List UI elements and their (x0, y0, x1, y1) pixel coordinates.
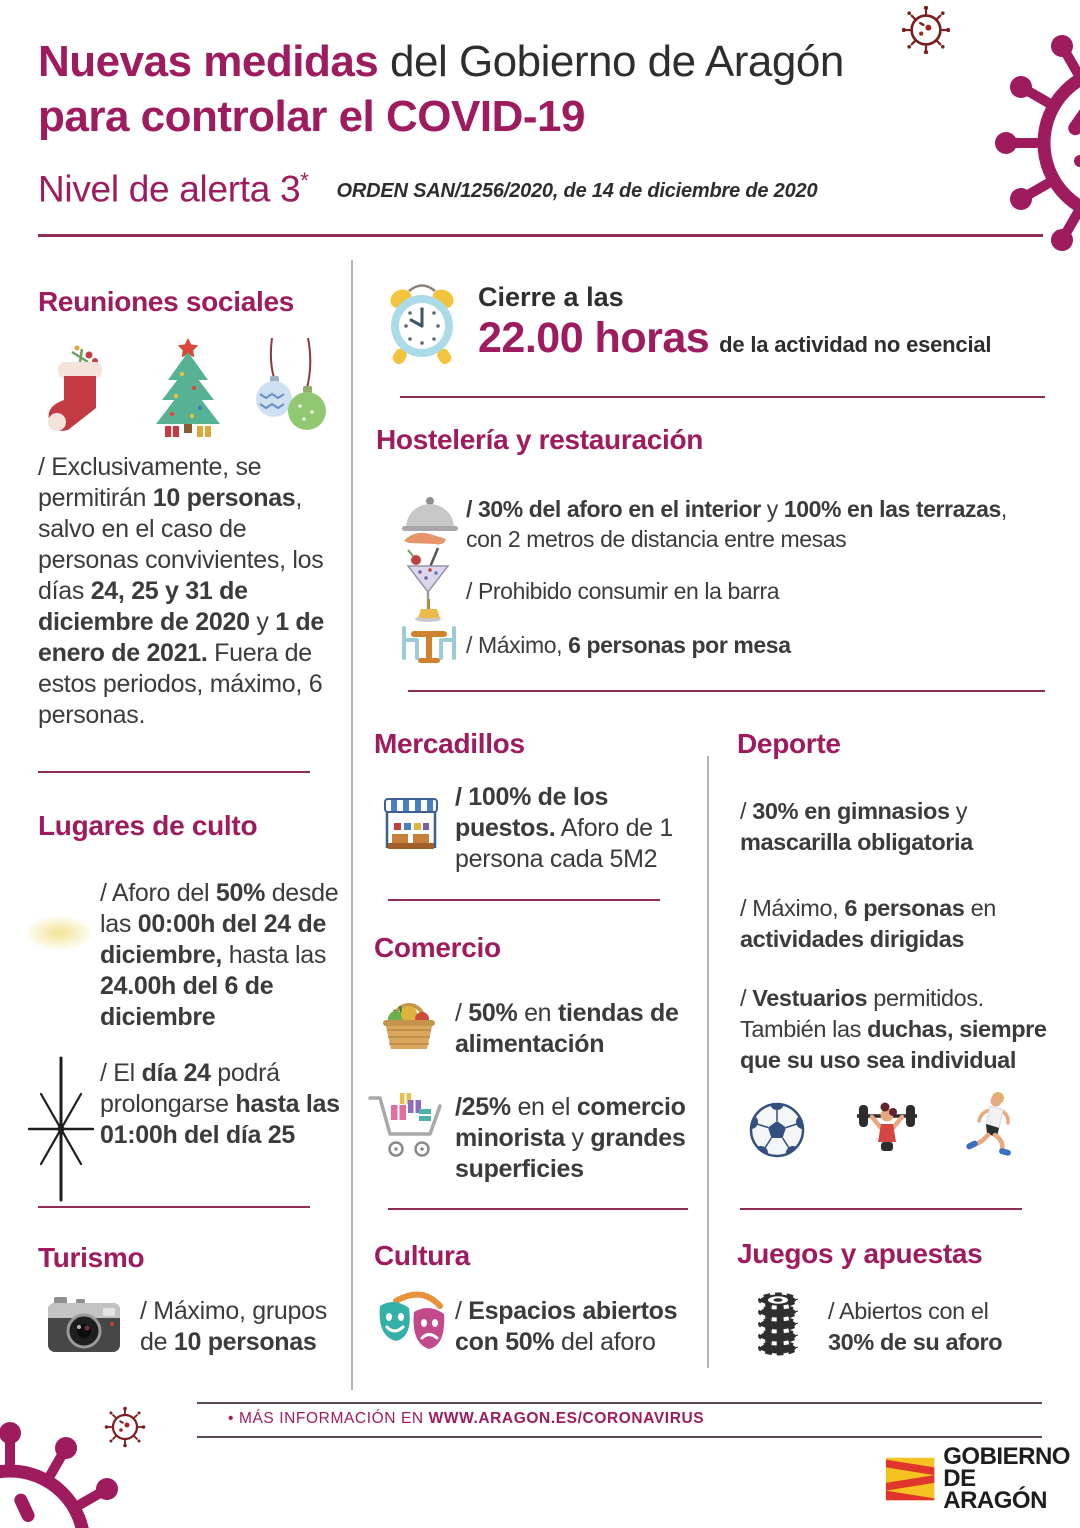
divider-above-turismo (38, 1206, 310, 1208)
comercio-food-text: / 50% en tiendas de alimentación (455, 999, 679, 1058)
weightlifting-icon (852, 1096, 922, 1162)
hosteleria-bar-text: / Prohibido consumir en la barra (466, 578, 780, 604)
section-title-juegos: Juegos y apuestas (737, 1238, 983, 1269)
christmas-stocking-icon (42, 342, 118, 438)
header-rule (38, 234, 1043, 237)
closure-time: 22.00 horas (478, 314, 710, 362)
christmas-ornaments-icon (244, 338, 330, 436)
section-title-turismo: Turismo (38, 1242, 145, 1273)
reuniones-rule-text: / Exclusivamente, se permitirán 10 personas, salvo en el caso de personas convivientes, los días 24, 25 y 31 de diciembre de 2020 y 1 de enero de 2021. Fuera de estos periodos, máximo, 6 personas. (38, 453, 325, 729)
section-title-culto: Lugares de culto (38, 810, 258, 841)
candle-glow-icon (26, 916, 92, 950)
divider-below-closure (400, 396, 1045, 398)
divider-below-mercadillos (388, 899, 660, 901)
serving-cloche-icon (398, 488, 462, 548)
divider-above-juegos (740, 1208, 1022, 1210)
page-title: Nuevas medidas del Gobierno de Aragón para controlar el COVID-19 (38, 37, 844, 141)
turismo-rule-text: / Máximo, grupos de 10 personas (140, 1297, 327, 1356)
logo-line-1: GOBIERNO (943, 1443, 1070, 1470)
logo-line-2: DE ARAGÓN (943, 1465, 1047, 1514)
culto-capacity-text: / Aforo del 50% desde las 00:00h del 24 de diciembre, hasta las 24.00h del 6 de diciembre (100, 879, 339, 1031)
section-title-reuniones: Reuniones sociales (38, 286, 295, 317)
alert-asterisk: * (300, 168, 309, 193)
deporte-groups-text: / Máximo, 6 personas en actividades dirigidas (740, 895, 996, 952)
vertical-divider-right (707, 756, 709, 1368)
virus-icon-large-top-right (993, 18, 1080, 268)
alert-level-label: Nivel de alerta 3* (38, 168, 309, 210)
shopping-cart-icon (366, 1088, 446, 1164)
deporte-gym-text: / 30% en gimnasios y mascarilla obligatoria (740, 798, 973, 855)
camera-icon (46, 1290, 122, 1356)
footer-rule-bottom (197, 1436, 1042, 1438)
section-title-hosteleria: Hostelería y restauración (376, 424, 704, 455)
table-chairs-icon (396, 598, 462, 668)
cultura-rule-text: / Espacios abiertos con 50% del aforo (455, 1297, 678, 1356)
theater-masks-icon (374, 1288, 450, 1354)
culto-christmas-eve-text: / El día 24 podrá prolongarse hasta las 01:00h del día 25 (100, 1059, 340, 1149)
section-title-mercadillos: Mercadillos (374, 728, 525, 759)
poker-chips-icon (752, 1286, 804, 1360)
divider-above-cultura (388, 1208, 688, 1210)
christmas-tree-icon (142, 336, 234, 438)
aragon-flag-icon (884, 1453, 936, 1505)
footer-rule-top (197, 1402, 1042, 1404)
closure-intro: Cierre a las (478, 282, 624, 312)
juegos-rule-text: / Abiertos con el 30% de su aforo (828, 1298, 1003, 1355)
soccer-ball-icon (747, 1100, 807, 1160)
hosteleria-table-limit-text: / Máximo, 6 personas por mesa (466, 632, 791, 658)
alarm-clock-icon (382, 278, 462, 368)
virus-icon-small-bottom-left (104, 1406, 146, 1448)
mercadillos-rule-text: / 100% de los puestos. Aforo de 1 persona cada 5M2 (455, 783, 674, 873)
gobierno-aragon-logo (884, 1443, 1080, 1514)
vertical-divider-left (351, 260, 353, 1390)
food-basket-icon (378, 994, 440, 1054)
runner-icon (962, 1090, 1020, 1162)
comercio-retail-text: /25% en el comercio minorista y grandes superficies (455, 1093, 686, 1183)
divider-above-culto (38, 771, 310, 773)
hosteleria-capacity-text: / 30% del aforo en el interior y 100% en las terrazas, con 2 metros de distancia entre mesas (466, 496, 1007, 552)
divider-below-hosteleria (408, 690, 1045, 692)
virus-icon-small-top-right (902, 6, 950, 54)
logo-text (943, 1443, 1080, 1514)
footer-info-text: • MÁS INFORMACIÓN EN WWW.ARAGON.ES/CORONAVIRUS (228, 1410, 705, 1427)
alert-level-row (38, 168, 817, 210)
market-stall-icon (382, 796, 440, 854)
closure-banner (478, 282, 991, 363)
order-reference: ORDEN SAN/1256/2020, de 14 de diciembre de 2020 (336, 180, 818, 203)
closure-scope: de la actividad no esencial (719, 332, 992, 357)
section-title-cultura: Cultura (374, 1240, 470, 1271)
section-title-deporte: Deporte (737, 728, 841, 759)
section-title-comercio: Comercio (374, 932, 501, 963)
star-icon (24, 1054, 98, 1204)
deporte-lockers-text: / Vestuarios permitidos. También las duchas, siempre que su uso sea individual (740, 985, 1047, 1073)
